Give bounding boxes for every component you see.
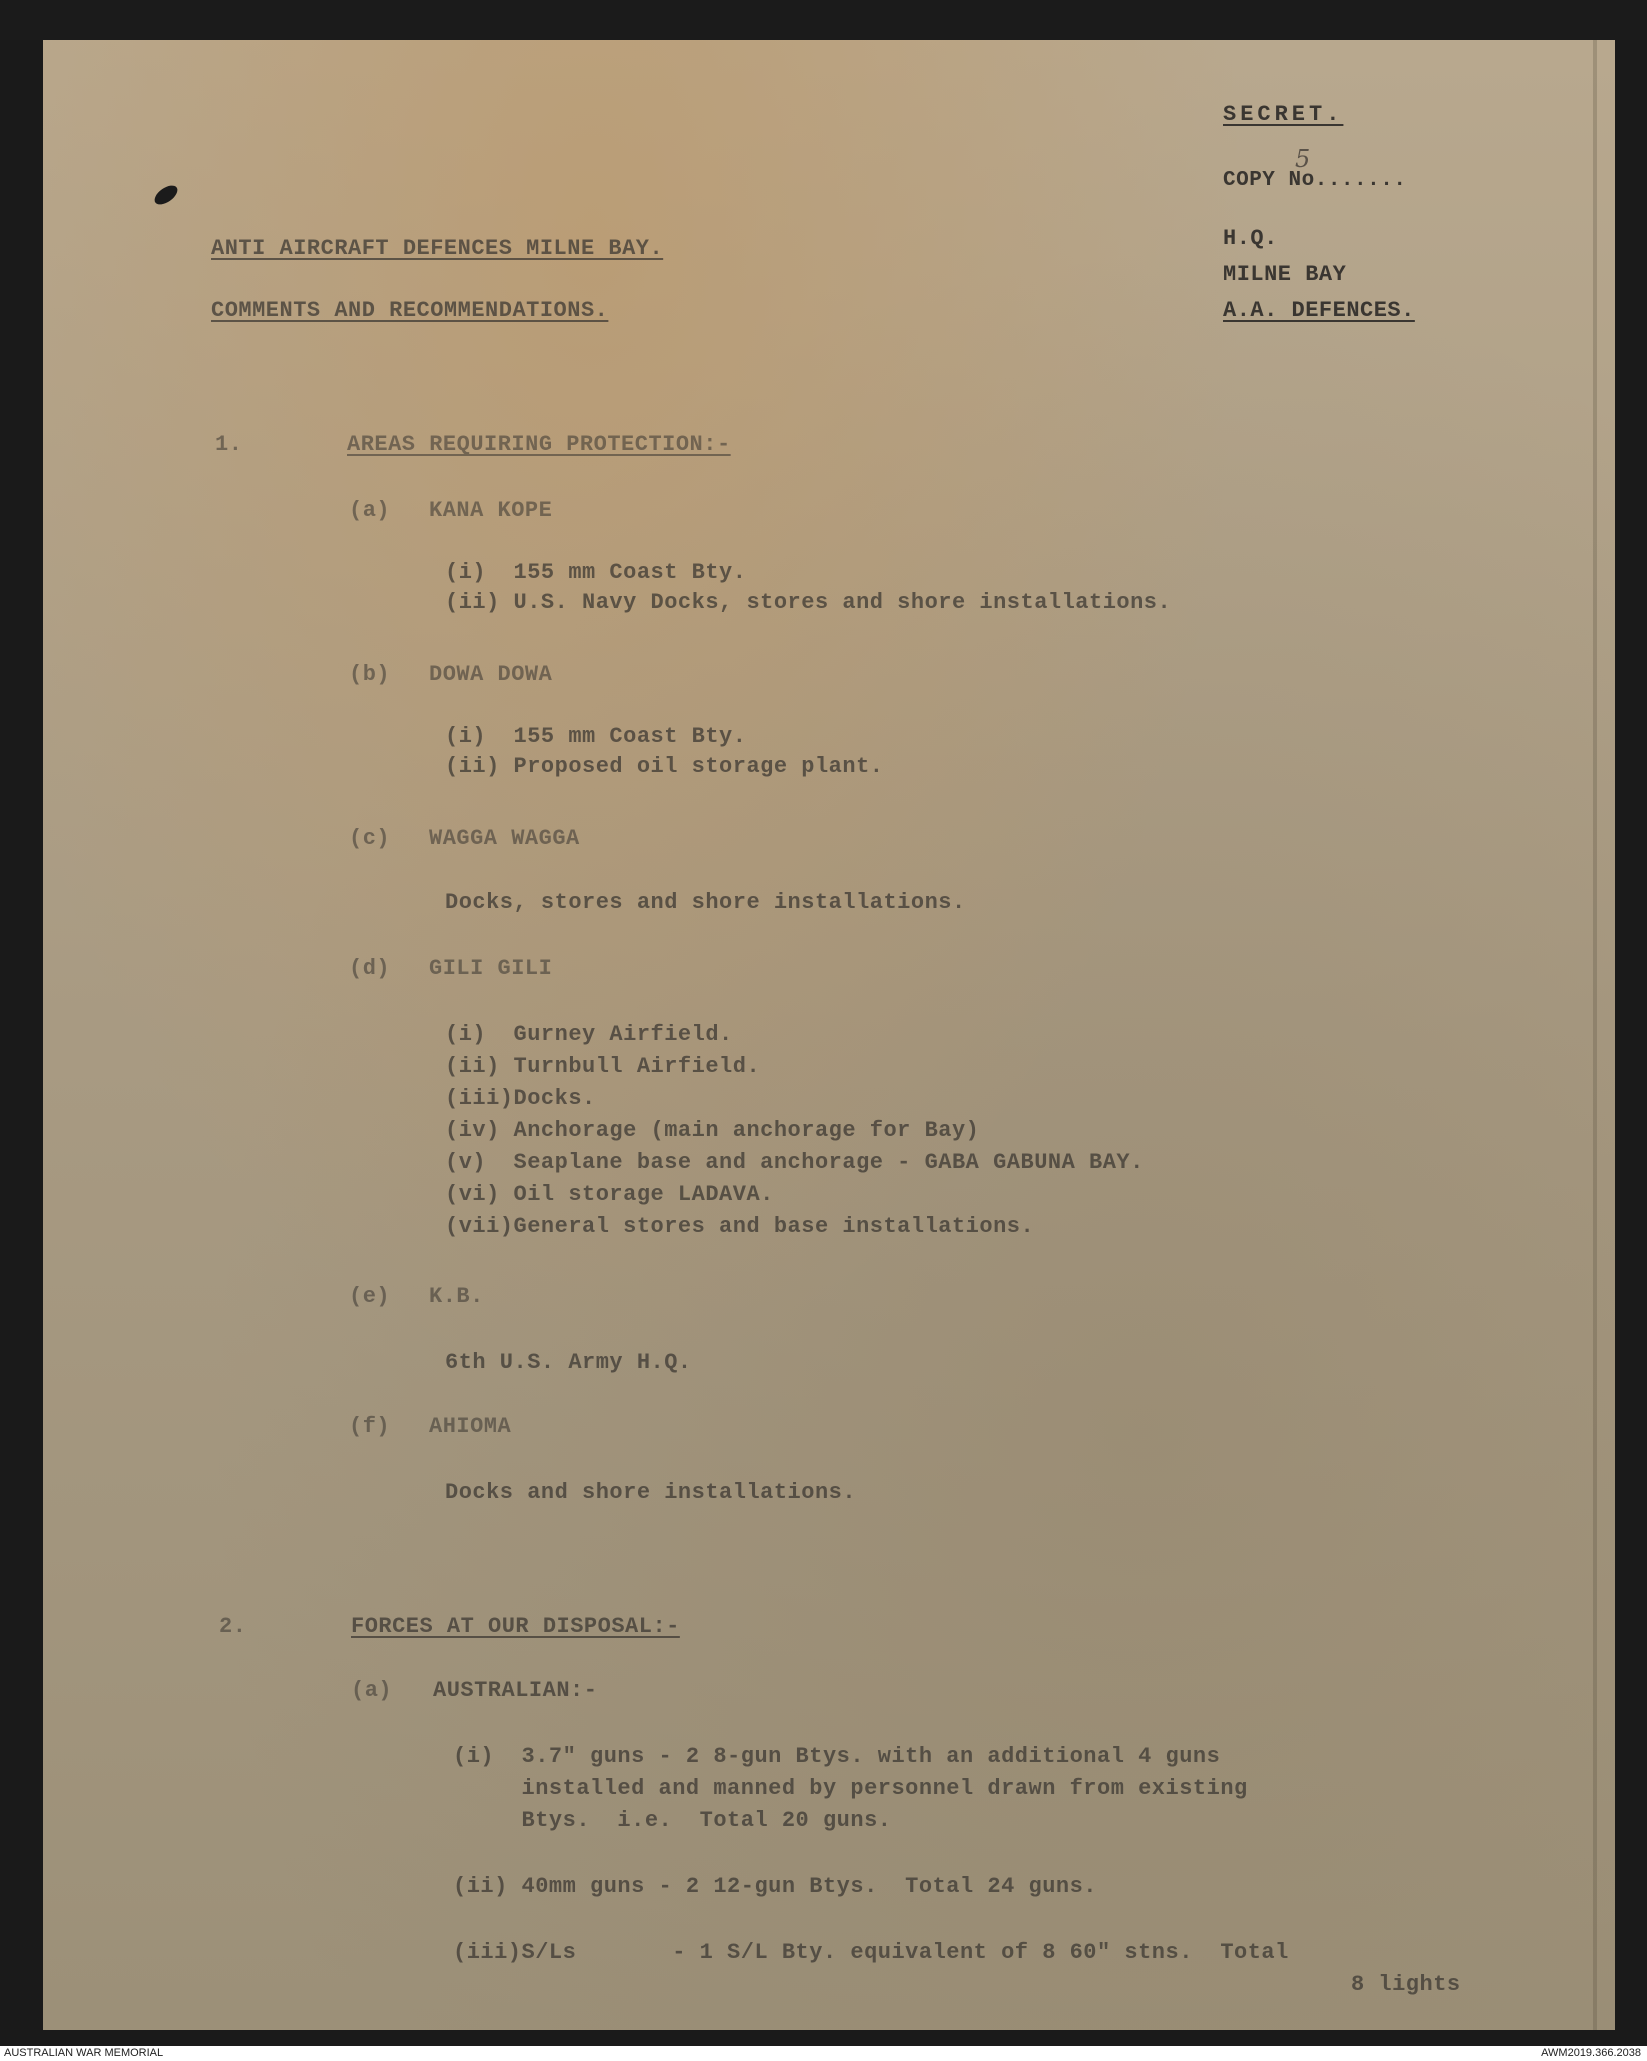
item-a-name: KANA KOPE xyxy=(429,498,553,523)
copy-number: COPY No....... xyxy=(1223,169,1407,192)
item-b-name: DOWA DOWA xyxy=(429,662,553,687)
item-a-line: (i) 155 mm Coast Bty. xyxy=(445,560,747,585)
item-2a-iii-continuation: 8 lights xyxy=(1351,1972,1461,1997)
archive-name: AUSTRALIAN WAR MEMORIAL xyxy=(4,2047,164,2059)
item-b-label: (b) xyxy=(349,662,391,687)
scan-top-border xyxy=(0,0,1647,40)
copy-number-handwritten: 5 xyxy=(1295,145,1311,173)
item-d-line: (vi) Oil storage LADAVA. xyxy=(445,1182,774,1207)
item-b-line: (i) 155 mm Coast Bty. xyxy=(445,724,747,749)
item-2a-i-line: Btys. i.e. Total 20 guns. xyxy=(453,1808,892,1833)
item-d-line: (v) Seaplane base and anchorage - GABA GABUNA BAY. xyxy=(445,1150,1144,1175)
item-2a-ii-line: (ii) 40mm guns - 2 12-gun Btys. Total 24 guns. xyxy=(453,1874,1098,1899)
archive-footer xyxy=(0,2046,1647,2061)
item-c-label: (c) xyxy=(349,826,391,851)
item-d-label: (d) xyxy=(349,956,391,981)
item-f-label: (f) xyxy=(349,1414,391,1439)
hq-line-2: MILNE BAY xyxy=(1223,262,1347,287)
document-page xyxy=(43,40,1615,2030)
document-subtitle: COMMENTS AND RECOMMENDATIONS. xyxy=(211,298,609,323)
item-d-line: (iii)Docks. xyxy=(445,1086,596,1111)
classification-stamp: SECRET. xyxy=(1223,102,1344,127)
section-2-heading: FORCES AT OUR DISPOSAL:- xyxy=(351,1614,680,1639)
item-c-name: WAGGA WAGGA xyxy=(429,826,580,851)
item-e-name: K.B. xyxy=(429,1284,484,1309)
section-2-number: 2. xyxy=(219,1614,247,1639)
item-c-line: Docks, stores and shore installations. xyxy=(445,890,966,915)
section-1-heading: AREAS REQUIRING PROTECTION:- xyxy=(347,432,731,457)
document-title: ANTI AIRCRAFT DEFENCES MILNE BAY. xyxy=(211,236,664,261)
item-d-line: (i) Gurney Airfield. xyxy=(445,1022,733,1047)
paper-tear-hole xyxy=(151,182,180,208)
item-d-name: GILI GILI xyxy=(429,956,553,981)
section-1-number: 1. xyxy=(215,432,243,457)
hq-line-3: A.A. DEFENCES. xyxy=(1223,298,1415,323)
item-2a-iii-line: (iii)S/Ls - 1 S/L Bty. equivalent of 8 60" stns. Total xyxy=(453,1940,1289,1965)
item-e-line: 6th U.S. Army H.Q. xyxy=(445,1350,692,1375)
item-2a-i-line: (i) 3.7" guns - 2 8-gun Btys. with an additional 4 guns xyxy=(453,1744,1221,1769)
item-e-label: (e) xyxy=(349,1284,391,1309)
item-d-line: (vii)General stores and base installations. xyxy=(445,1214,1035,1239)
item-f-line: Docks and shore installations. xyxy=(445,1480,857,1505)
item-f-name: AHIOMA xyxy=(429,1414,512,1439)
paper-crease xyxy=(1593,40,1597,2030)
item-d-line: (ii) Turnbull Airfield. xyxy=(445,1054,761,1079)
item-2a-name: AUSTRALIAN:- xyxy=(433,1678,598,1703)
archive-reference: AWM2019.366.2038 xyxy=(1541,2047,1641,2059)
item-d-line: (iv) Anchorage (main anchorage for Bay) xyxy=(445,1118,980,1143)
item-b-line: (ii) Proposed oil storage plant. xyxy=(445,754,884,779)
item-a-line: (ii) U.S. Navy Docks, stores and shore installations. xyxy=(445,590,1172,615)
hq-line-1: H.Q. xyxy=(1223,226,1278,251)
item-2a-label: (a) xyxy=(351,1678,393,1703)
item-2a-i-line: installed and manned by personnel drawn from existing xyxy=(453,1776,1248,1801)
item-a-label: (a) xyxy=(349,498,391,523)
